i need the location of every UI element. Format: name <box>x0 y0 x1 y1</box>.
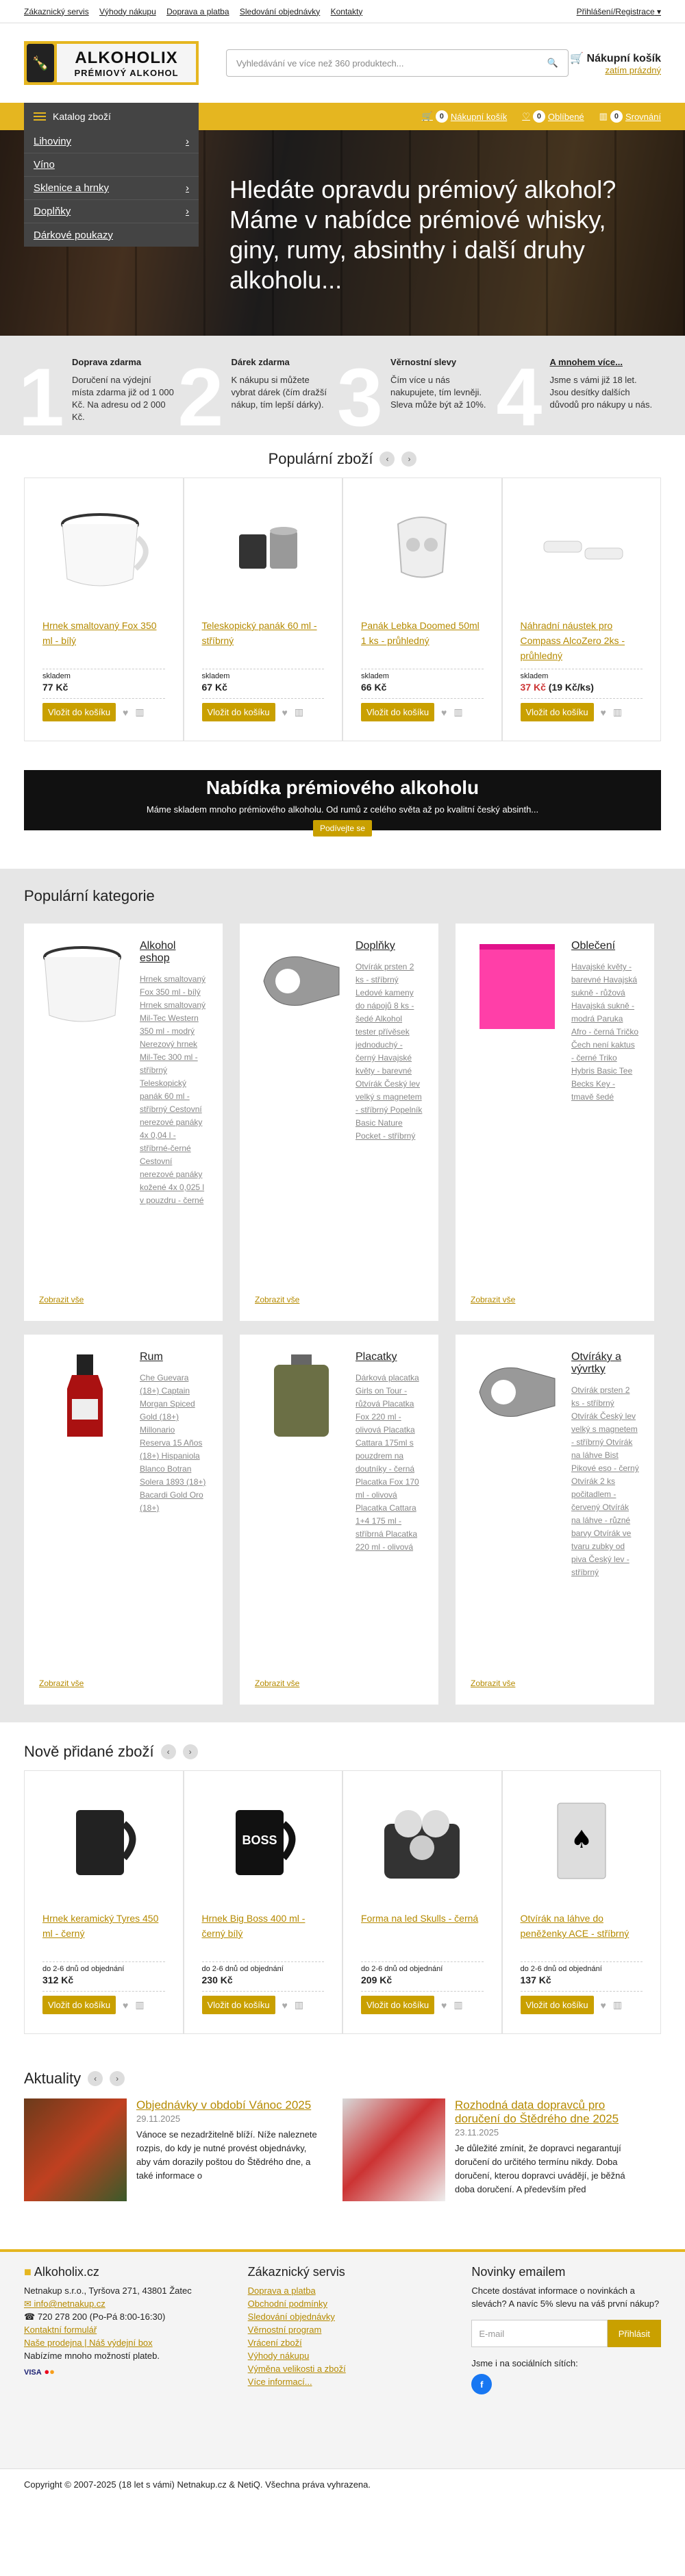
product-image[interactable] <box>202 1786 325 1896</box>
mastercard-icon: ● <box>44 2366 50 2377</box>
product-price: 67 Kč <box>201 682 227 693</box>
category-menu-item[interactable]: Lihoviny › <box>24 130 199 153</box>
product-name[interactable]: Teleskopický panák 60 ml - stříbrný <box>201 620 317 646</box>
product-image[interactable] <box>202 493 325 603</box>
product-card <box>184 478 343 741</box>
footer-address: Netnakup s.r.o., Tyršova 271, 43801 Žatec <box>24 2286 192 2296</box>
footer-title: Zákaznický servis <box>247 2265 345 2279</box>
heart-icon[interactable]: ♥ <box>441 1999 447 2011</box>
add-to-cart-button[interactable]: Vložit do košíku <box>202 1996 275 2014</box>
hero-text: Hledáte opravdu prémiový alkohol? Máme v nabídce prémiové whisky, giny, rumy, absinthy i další druhy alkoholu... <box>229 175 616 294</box>
logo[interactable] <box>24 41 199 85</box>
compare-count: 0 <box>610 110 623 123</box>
nav-fav-label: Oblíbené <box>547 111 584 122</box>
catalog-label: Katalog zboží <box>53 111 111 122</box>
contact-form-link[interactable]: Kontaktní formulář <box>24 2325 97 2335</box>
heart-icon[interactable]: ♥ <box>123 1999 129 2011</box>
store-link[interactable]: Naše prodejna | Náš výdejní box <box>24 2338 153 2348</box>
header-cart[interactable] <box>570 51 661 75</box>
product-card <box>342 1770 502 2034</box>
compare-icon[interactable]: ▥ <box>294 706 304 717</box>
search-icon[interactable]: 🔍 <box>547 58 558 68</box>
hero-banner[interactable] <box>0 130 685 336</box>
banner-title: Nabídka prémiového alkoholu <box>206 777 480 798</box>
section-title: Nově přidané zboží <box>24 1743 154 1760</box>
category-image[interactable] <box>255 1351 347 1447</box>
category-title[interactable]: Doplňky <box>356 940 395 952</box>
next-arrow-icon[interactable]: › <box>183 1744 198 1759</box>
news-body: Je důležité zmínit, že dopravci negarantují doručení do určitého termínu nikdy. Doba doručení, kterou dopravci uvádějí, je běžná doba doručení. A především před <box>455 2143 625 2194</box>
footer-link[interactable]: Doprava a platba <box>247 2286 316 2296</box>
mail-icon: ✉ <box>24 2299 32 2309</box>
product-name[interactable]: Forma na led Skulls - černá <box>361 1913 479 1924</box>
category-card <box>240 1335 438 1705</box>
logo-title: ALKOHOLIX <box>75 48 178 67</box>
category-items[interactable]: Otvírák prsten 2 ks - stříbrný Ledové kameny do nápojů 8 ks - šedé Alkohol tester přívěsek jednoduchý - černý Havajské květy - barevné Otvírák Český lev velký s magnetem - stříbrný Popelník Basic Nature Pocket - stříbrný <box>356 962 423 1141</box>
copyright: Copyright © 2007-2025 (18 let s vámi) Netnakup.cz & NetiQ. Všechna práva vyhrazena. <box>0 2468 685 2500</box>
payment-icons: VISA ●● <box>24 2366 55 2377</box>
product-image[interactable] <box>521 493 643 603</box>
product-image[interactable] <box>361 493 484 603</box>
category-items[interactable]: Otvírák prsten 2 ks - stříbrný Otvírák Český lev velký s magnetem - stříbrný Otvírák na láhve Bist Pikové eso - černý Otvírák 2 ks počitadlem - červený Otvírák na láhve - různé barvy Otvírák ve tvaru zubky od piva Český lev - stříbrný <box>571 1385 639 1577</box>
product-image[interactable] <box>42 493 165 603</box>
benefit-item: 2 Dárek zdarma K nákupu si můžete vybrat dárek (čím dražší nákup, tím lepší dárky). <box>177 351 327 443</box>
newest-header <box>0 1737 685 1766</box>
category-items[interactable]: Dárková placatka Girls on Tour - růžová Placatka Fox 220 ml - olivová Placatka Cattara 175ml s pouzdrem na doutníky - černá Placatka Fox 170 ml - olivová Placatka Cattara 1+4 175 ml - stříbrná Placatka 220 ml - olivová <box>356 1373 419 1552</box>
compare-icon[interactable]: ▥ <box>135 1999 145 2010</box>
categories-header <box>0 869 685 924</box>
category-title[interactable]: Oblečení <box>571 940 616 952</box>
news-date: 29.11.2025 <box>136 2114 181 2124</box>
news-body: Vánoce se nezadržitelně blíží. Níže naleznete rozpis, do kdy je nutné provést objednávky, aby vám dorazily poštou do Štědrého dne, a také informace o <box>136 2129 317 2181</box>
cart-icon: 🛒 <box>421 111 433 121</box>
category-title[interactable]: Placatky <box>356 1351 397 1363</box>
category-image[interactable] <box>39 1351 132 1447</box>
compare-icon[interactable]: ▥ <box>612 1999 623 2010</box>
category-card <box>456 924 654 1321</box>
category-menu <box>24 130 199 247</box>
stock-status: skladem <box>361 669 484 680</box>
popular-categories <box>0 869 685 1722</box>
heart-icon[interactable]: ♥ <box>600 1999 606 2011</box>
product-card <box>184 1770 343 2034</box>
prev-arrow-icon[interactable]: ‹ <box>88 2071 103 2086</box>
category-image[interactable] <box>255 940 347 1036</box>
search-input[interactable] <box>226 49 569 77</box>
logo-subtitle: PRÉMIOVÝ ALKOHOL <box>74 67 179 78</box>
news-title[interactable]: Rozhodná data dopravců pro doručení do Štědrého dne 2025 <box>455 2098 619 2125</box>
nav-cart-label: Nákupní košík <box>450 111 508 122</box>
product-price: 137 Kč <box>520 1974 551 1985</box>
banner-button[interactable]: Podívejte se <box>313 820 372 837</box>
category-image[interactable] <box>471 940 563 1036</box>
nav-compare[interactable] <box>599 110 661 123</box>
category-title[interactable]: Rum <box>140 1351 163 1363</box>
footer-link[interactable]: Více informací... <box>247 2377 312 2387</box>
stock-status: do 2-6 dnů od objednání <box>42 1961 165 1973</box>
prev-arrow-icon[interactable]: ‹ <box>379 451 395 467</box>
header <box>0 23 685 103</box>
cart-title: Nákupní košík <box>586 52 661 64</box>
news-header <box>0 2064 685 2093</box>
add-to-cart-button[interactable]: Vložit do košíku <box>202 703 275 721</box>
benefit-item[interactable]: 4 A mnohem více... Jsme s vámi již 18 let. Jsou desítky dalších důvodů pro nákupy u nás. <box>496 351 653 443</box>
product-card <box>24 1770 184 2034</box>
svg-text:BOSS: BOSS <box>242 1833 277 1847</box>
category-menu-item[interactable]: Dárkové poukazy <box>34 229 113 241</box>
footer-link[interactable]: Obchodní podmínky <box>247 2299 328 2309</box>
nav-bar <box>0 103 685 130</box>
product-name[interactable]: Náhradní náustek pro Compass AlcoZero 2ks - průhledný <box>520 620 625 661</box>
menu-icon <box>34 112 46 121</box>
show-all-link[interactable]: Zobrazit vše <box>39 1295 84 1304</box>
stock-status: do 2-6 dnů od objednání <box>521 1961 643 1973</box>
stock-status: do 2-6 dnů od objednání <box>202 1961 325 1973</box>
news-item <box>342 2098 661 2201</box>
category-items[interactable]: Havajské květy - barevné Havajská sukně - růžová Havajská sukně - modrá Paruka Afro - černá Tričko Čech není kaktus - černé Triko Hybris Basic Tee Becks Key - tmavě šedé <box>571 962 639 1102</box>
section-title: Aktuality <box>24 2070 82 2087</box>
category-card <box>456 1335 654 1705</box>
login-link[interactable]: Přihlášení/Registrace ▾ <box>576 6 661 16</box>
news-title[interactable]: Objednávky v období Vánoc 2025 <box>136 2098 312 2111</box>
product-name[interactable]: Otvírák na láhve do peněženky ACE - stříbrný <box>520 1913 630 1939</box>
email-field[interactable]: E-mail <box>471 2320 607 2347</box>
category-title[interactable]: Alkohol eshop <box>140 940 176 964</box>
footer-link[interactable]: Výhody nákupu <box>247 2351 310 2361</box>
footer-email[interactable]: ✉ info@netnakup.cz <box>24 2299 105 2309</box>
prev-arrow-icon[interactable]: ‹ <box>161 1744 176 1759</box>
visa-icon: VISA <box>24 2368 42 2377</box>
category-menu-item[interactable]: Doplňky › <box>24 200 199 223</box>
next-arrow-icon[interactable]: › <box>401 451 416 467</box>
nav-compare-label: Srovnání <box>625 111 661 122</box>
newest-products <box>0 1770 685 2034</box>
footer-title: ■ Alkoholix.cz <box>24 2265 99 2279</box>
product-name[interactable]: Hrnek Big Boss 400 ml - černý bílý <box>201 1913 306 1939</box>
news-image[interactable] <box>24 2098 127 2201</box>
show-all-link[interactable]: Zobrazit vše <box>471 1679 516 1688</box>
news-image[interactable] <box>342 2098 445 2201</box>
search-placeholder: Vyhledávání ve více než 360 produktech... <box>236 58 404 69</box>
top-link-service[interactable]: Zákaznický servis <box>24 6 89 16</box>
stock-status: skladem <box>42 669 165 680</box>
product-name[interactable]: Hrnek smaltovaný Fox 350 ml - bílý <box>42 620 157 646</box>
category-items[interactable]: Hrnek smaltovaný Fox 350 ml - bílý Hrnek smaltovaný Mil-Tec Western 350 ml - modrý Nerezový hrnek Mil-Tec 300 ml - stříbrný Teleskopický panák 60 ml - stříbrný Cestovní nerezové panáky 4x 0,04 l - stříbrné-černé Cestovní nerezové panáky kožené 4x 0,025 l v pouzdru - černé <box>140 974 206 1205</box>
banner-text: Máme skladem mnoho prémiového alkoholu. Od rumů z celého světa až po kvalitní český absinth... <box>146 804 539 815</box>
product-price: 312 Kč <box>42 1974 74 1985</box>
popular-header <box>0 445 685 473</box>
benefit-item: 3 Věrnostní slevy Čím více u nás nakupujete, tím levněji. Sleva může být až 10%. <box>337 351 486 443</box>
category-card <box>24 924 223 1321</box>
compare-icon[interactable]: ▥ <box>612 706 623 717</box>
add-to-cart-button[interactable]: Vložit do košíku <box>361 703 434 721</box>
show-all-link[interactable]: Zobrazit vše <box>255 1679 300 1688</box>
subscribe-button[interactable]: Přihlásit <box>608 2320 661 2347</box>
product-image[interactable] <box>361 1786 484 1896</box>
next-arrow-icon[interactable]: › <box>110 2071 125 2086</box>
product-price: 230 Kč <box>201 1974 233 1985</box>
news-date: 23.11.2025 <box>455 2127 499 2138</box>
footer-link[interactable]: Sledování objednávky <box>247 2312 335 2322</box>
category-menu-item[interactable]: Sklenice a hrnky › <box>24 177 199 200</box>
nav-favorites[interactable] <box>522 110 584 123</box>
compare-icon[interactable]: ▥ <box>453 1999 463 2010</box>
footer-phone: ☎ 720 278 200 (Po-Pá 8:00-16:30) <box>24 2312 166 2322</box>
news-item <box>24 2098 342 2201</box>
newsletter-text: Chcete dostávat informace o novinkách a slevách? A navíc 5% slevu na váš první nákup? <box>471 2286 660 2309</box>
product-name[interactable]: Panák Lebka Doomed 50ml 1 ks - průhledný <box>361 620 480 646</box>
footer <box>0 2249 685 2468</box>
phone-icon: ☎ <box>24 2312 36 2322</box>
footer-title: Novinky emailem <box>471 2265 566 2279</box>
fav-count: 0 <box>533 110 545 123</box>
stock-status: do 2-6 dnů od objednání <box>361 1961 484 1973</box>
category-items[interactable]: Che Guevara (18+) Captain Morgan Spiced Gold (18+) Millonario Reserva 15 Años (18+) Hispaniola Blanco Botran Solera 1893 (18+) Bacardi Gold Oro (18+) <box>140 1373 206 1513</box>
facebook-icon[interactable]: f <box>471 2374 492 2394</box>
social-text: Jsme i na sociálních sítích: <box>471 2358 578 2368</box>
catalog-button[interactable] <box>24 103 199 130</box>
add-to-cart-button[interactable]: Vložit do košíku <box>361 1996 434 2014</box>
product-card <box>502 478 662 741</box>
compare-icon[interactable]: ▥ <box>294 1999 304 2010</box>
chevron-right-icon: › <box>186 136 189 147</box>
product-price: 37 Kč (19 Kč/ks) <box>520 682 594 693</box>
heart-icon[interactable]: ♥ <box>282 706 288 718</box>
add-to-cart-button[interactable]: Vložit do košíku <box>42 703 116 721</box>
top-link-benefits[interactable]: Výhody nákupu <box>99 6 156 16</box>
category-card <box>240 924 438 1321</box>
show-all-link[interactable]: Zobrazit vše <box>39 1679 84 1688</box>
promo-banner <box>24 770 661 833</box>
category-title[interactable]: Otvíráky a vývrtky <box>571 1351 621 1375</box>
heart-icon[interactable]: ♥ <box>600 706 606 718</box>
show-all-link[interactable]: Zobrazit vše <box>255 1295 300 1304</box>
payments-text: Nabízíme mnoho možností plateb. <box>24 2351 160 2361</box>
logo-icon: ■ <box>24 2265 32 2279</box>
heart-icon[interactable]: ♥ <box>123 706 129 718</box>
top-link-contacts[interactable]: Kontakty <box>330 6 363 16</box>
stock-status: skladem <box>202 669 325 680</box>
svg-text:♠: ♠ <box>570 1826 593 1854</box>
cart-count: 0 <box>436 110 448 123</box>
top-links <box>24 7 371 16</box>
compare-icon: ▥ <box>599 111 608 121</box>
heart-icon[interactable]: ♥ <box>282 1999 288 2011</box>
product-image[interactable] <box>521 1786 643 1896</box>
top-link-shipping[interactable]: Doprava a platba <box>166 6 229 16</box>
compare-icon[interactable]: ▥ <box>453 706 463 717</box>
nav-cart[interactable] <box>422 110 508 123</box>
section-title: Populární zboží <box>268 450 373 467</box>
heart-icon[interactable]: ♥ <box>441 706 447 718</box>
add-to-cart-button[interactable]: Vložit do košíku <box>521 1996 594 2014</box>
footer-link[interactable]: Vrácení zboží <box>247 2338 302 2348</box>
bottle-icon: 🍾 <box>27 44 54 82</box>
product-image[interactable] <box>42 1786 165 1896</box>
footer-link[interactable]: Výměna velikosti a zboží <box>247 2364 346 2374</box>
compare-icon[interactable]: ▥ <box>135 706 145 717</box>
category-menu-item[interactable]: Víno <box>24 153 199 177</box>
news-list <box>0 2098 685 2201</box>
product-card <box>24 478 184 741</box>
heart-icon: ♡ <box>522 111 530 121</box>
add-to-cart-button[interactable]: Vložit do košíku <box>42 1996 116 2014</box>
cart-icon: 🛒 <box>570 52 584 64</box>
product-price: 209 Kč <box>361 1974 393 1985</box>
top-bar <box>0 0 685 23</box>
top-link-tracking[interactable]: Sledování objednávky <box>239 6 321 16</box>
product-card <box>502 1770 662 2034</box>
footer-link[interactable]: Věrnostní program <box>247 2325 322 2335</box>
cart-status: zatím prázdný <box>605 64 661 75</box>
product-name[interactable]: Hrnek keramický Tyres 450 ml - černý <box>42 1913 159 1939</box>
chevron-right-icon: › <box>186 182 189 194</box>
category-card <box>24 1335 223 1705</box>
category-image[interactable] <box>471 1351 563 1447</box>
benefits <box>0 336 685 443</box>
product-price: 66 Kč <box>361 682 387 693</box>
stock-status: skladem <box>521 669 643 680</box>
category-image[interactable] <box>39 940 132 1036</box>
chevron-right-icon: › <box>186 206 189 217</box>
popular-products <box>0 478 685 741</box>
section-title: Populární kategorie <box>24 887 155 904</box>
add-to-cart-button[interactable]: Vložit do košíku <box>521 703 594 721</box>
benefit-item: 1 Doprava zdarma Doručení na výdejní místa zdarma již od 1 000 Kč. Na adresu od 2 000 Kč. <box>18 351 174 443</box>
product-card <box>342 478 502 741</box>
show-all-link[interactable]: Zobrazit vše <box>471 1295 516 1304</box>
product-price: 77 Kč <box>42 682 68 693</box>
